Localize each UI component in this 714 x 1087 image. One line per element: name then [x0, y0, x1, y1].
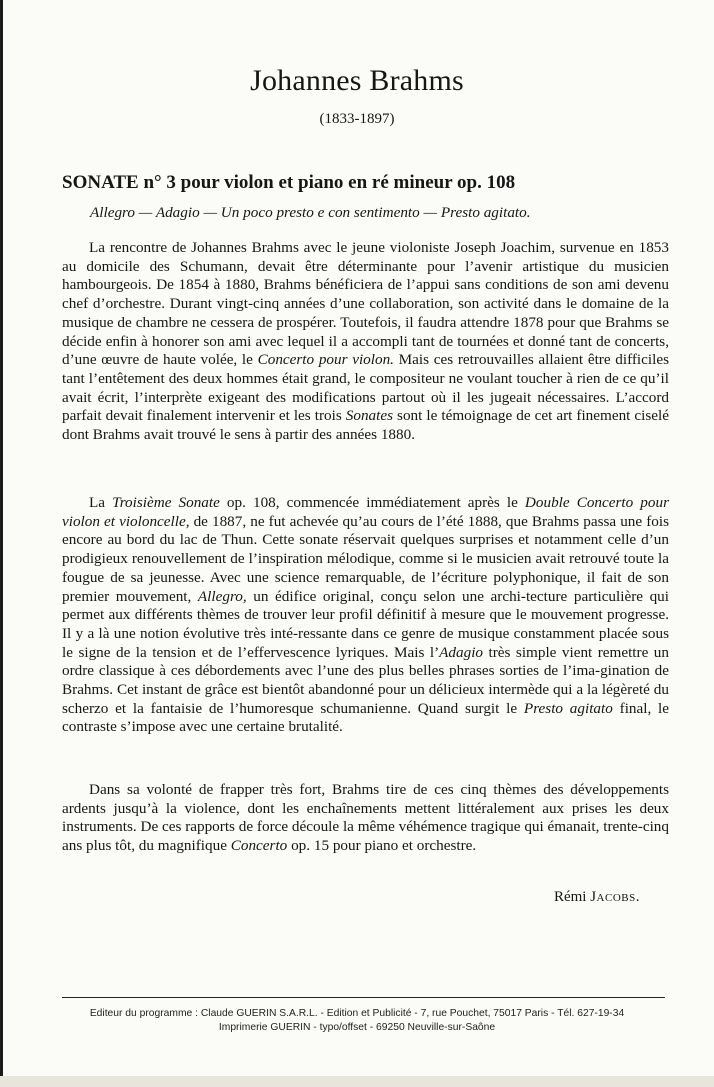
italic-title: Troisième Sonate — [112, 494, 220, 511]
page-bottom-margin — [0, 1076, 714, 1087]
italic-title: Concerto pour violon. — [257, 351, 394, 369]
italic-title: Concerto — [230, 837, 288, 855]
italic-title: Adagio — [439, 643, 484, 661]
author-last-name: Jacobs. — [590, 889, 640, 905]
paragraph-text: final, le contraste s’impose avec une certaine brutalité. — [62, 699, 670, 736]
work-title: SONATE n° 3 pour violon et piano en ré mineur op. 108 — [62, 172, 516, 193]
movements-list: Allegro — Adagio — Un poco presto e con sentimento — Presto agitato. — [90, 204, 531, 221]
author-signature — [554, 889, 640, 906]
author-first-name: Rémi — [553, 889, 587, 905]
paragraph-text: La — [89, 494, 113, 511]
paragraph-text: un édifice original, conçu selon une archi-tecture particulière qui permet aux différents thèmes de trouver leur profil définitif à mesure que le mouvement progresse. Il y a là une notion évolutive très inté-ressante dans ce genre de musique constamment placée sous le signe de la tension et de l’effervescence lyriques. Mais l’ — [62, 587, 669, 661]
paragraph-text: Mais ces retrouvailles allaient être difficiles tant l’entêtement des deux hommes était grand, le compositeur ne voulant toucher à rien de ce qu’il avait écrit, l’interprète exigeant des modifications partout où il les jugeait nécessaires. L’accord parfait devait finalement intervenir et les trois — [62, 351, 669, 425]
paragraph-2 — [62, 494, 669, 737]
paragraph-1 — [62, 239, 669, 445]
paragraph-text: op. 15 pour piano et orchestre. — [287, 837, 477, 855]
paragraph-text: op. 108, commencée immédiatement après le — [219, 494, 525, 511]
printer-line: Imprimerie GUERIN - typo/offset - 69250 Neuville-sur-Saône — [218, 1022, 496, 1033]
paragraph-text: Dans sa volonté de frapper très fort, Brahms tire de ces cinq thèmes des développements ardents jusqu’à la violence, dont les enchaînements mettent littéralement aux prises les deux instruments. De ces rapports de force découle la même véhémence tragique qui émanait, trente-cinq ans plus tôt, du magnifique — [62, 781, 669, 855]
paragraph-text: très simple vient remettre un ordre classique à ces débordements avec l’une des plus belles phrases sorties de l’ima-gination de Brahms. Cet instant de grâce est bientôt abandonné pour un délicieux intermède qui a la légèreté du scherzo et la fantaisie de l’humoresque schumanienne. Quand surgit le — [62, 643, 669, 717]
italic-title: Presto agitato — [523, 699, 613, 717]
italic-title: Sonates — [345, 407, 394, 425]
composer-dates: (1833-1897) — [319, 111, 395, 127]
page-edge — [0, 0, 3, 1087]
paragraph-text: sont le témoignage de cet art finement ciselé dont Brahms avait trouvé le sens à partir des années 1880. — [62, 407, 669, 444]
publisher-line: Editeur du programme : Claude GUERIN S.A.R.L. - Edition et Publicité - 7, rue Pouchet, 75017 Paris - Tél. 627-19-34 — [89, 1008, 625, 1019]
footer-divider — [62, 997, 665, 998]
italic-title: Double Concerto pour violon et violoncelle, — [62, 494, 669, 530]
italic-title: Allegro, — [197, 587, 247, 605]
paragraph-3 — [62, 781, 669, 856]
paragraph-text: La rencontre de Johannes Brahms avec le jeune violoniste Joseph Joachim, survenue en 1853 au domicile des Schumann, devait être déterminante pour l’avenir artistique du musicien hambourgeois. De 1854 à 1880, Brahms bénéficiera de l’appui sans conditions de son ami devenu chef d’orchestre. Durant vingt-cinq années d’une collaboration, son activité dans le domaine de la musique de chambre ne cessera de prospérer. Toutefois, il faudra attendre 1878 pour que Brahms se décide enfin à honorer son ami avec lequel il a accompli tant de tournées et donné tant de concerts, d’une œuvre de haute volée, le — [62, 239, 669, 369]
paragraph-text: de 1887, ne fut achevée qu’au cours de l’été 1888, que Brahms passa une fois encore au bord du lac de Thun. Cette sonate réservait quelques surprises et notamment celle d’un prodigieux renouvellement de l’inspiration mélodique, comme si le musicien avait retrouvé toute la fougue de sa jeunesse. Avec une science remarquable, de l’écriture polyphonique, il fait de son premier mouvement, — [62, 512, 669, 605]
composer-name: Johannes Brahms — [250, 64, 464, 97]
